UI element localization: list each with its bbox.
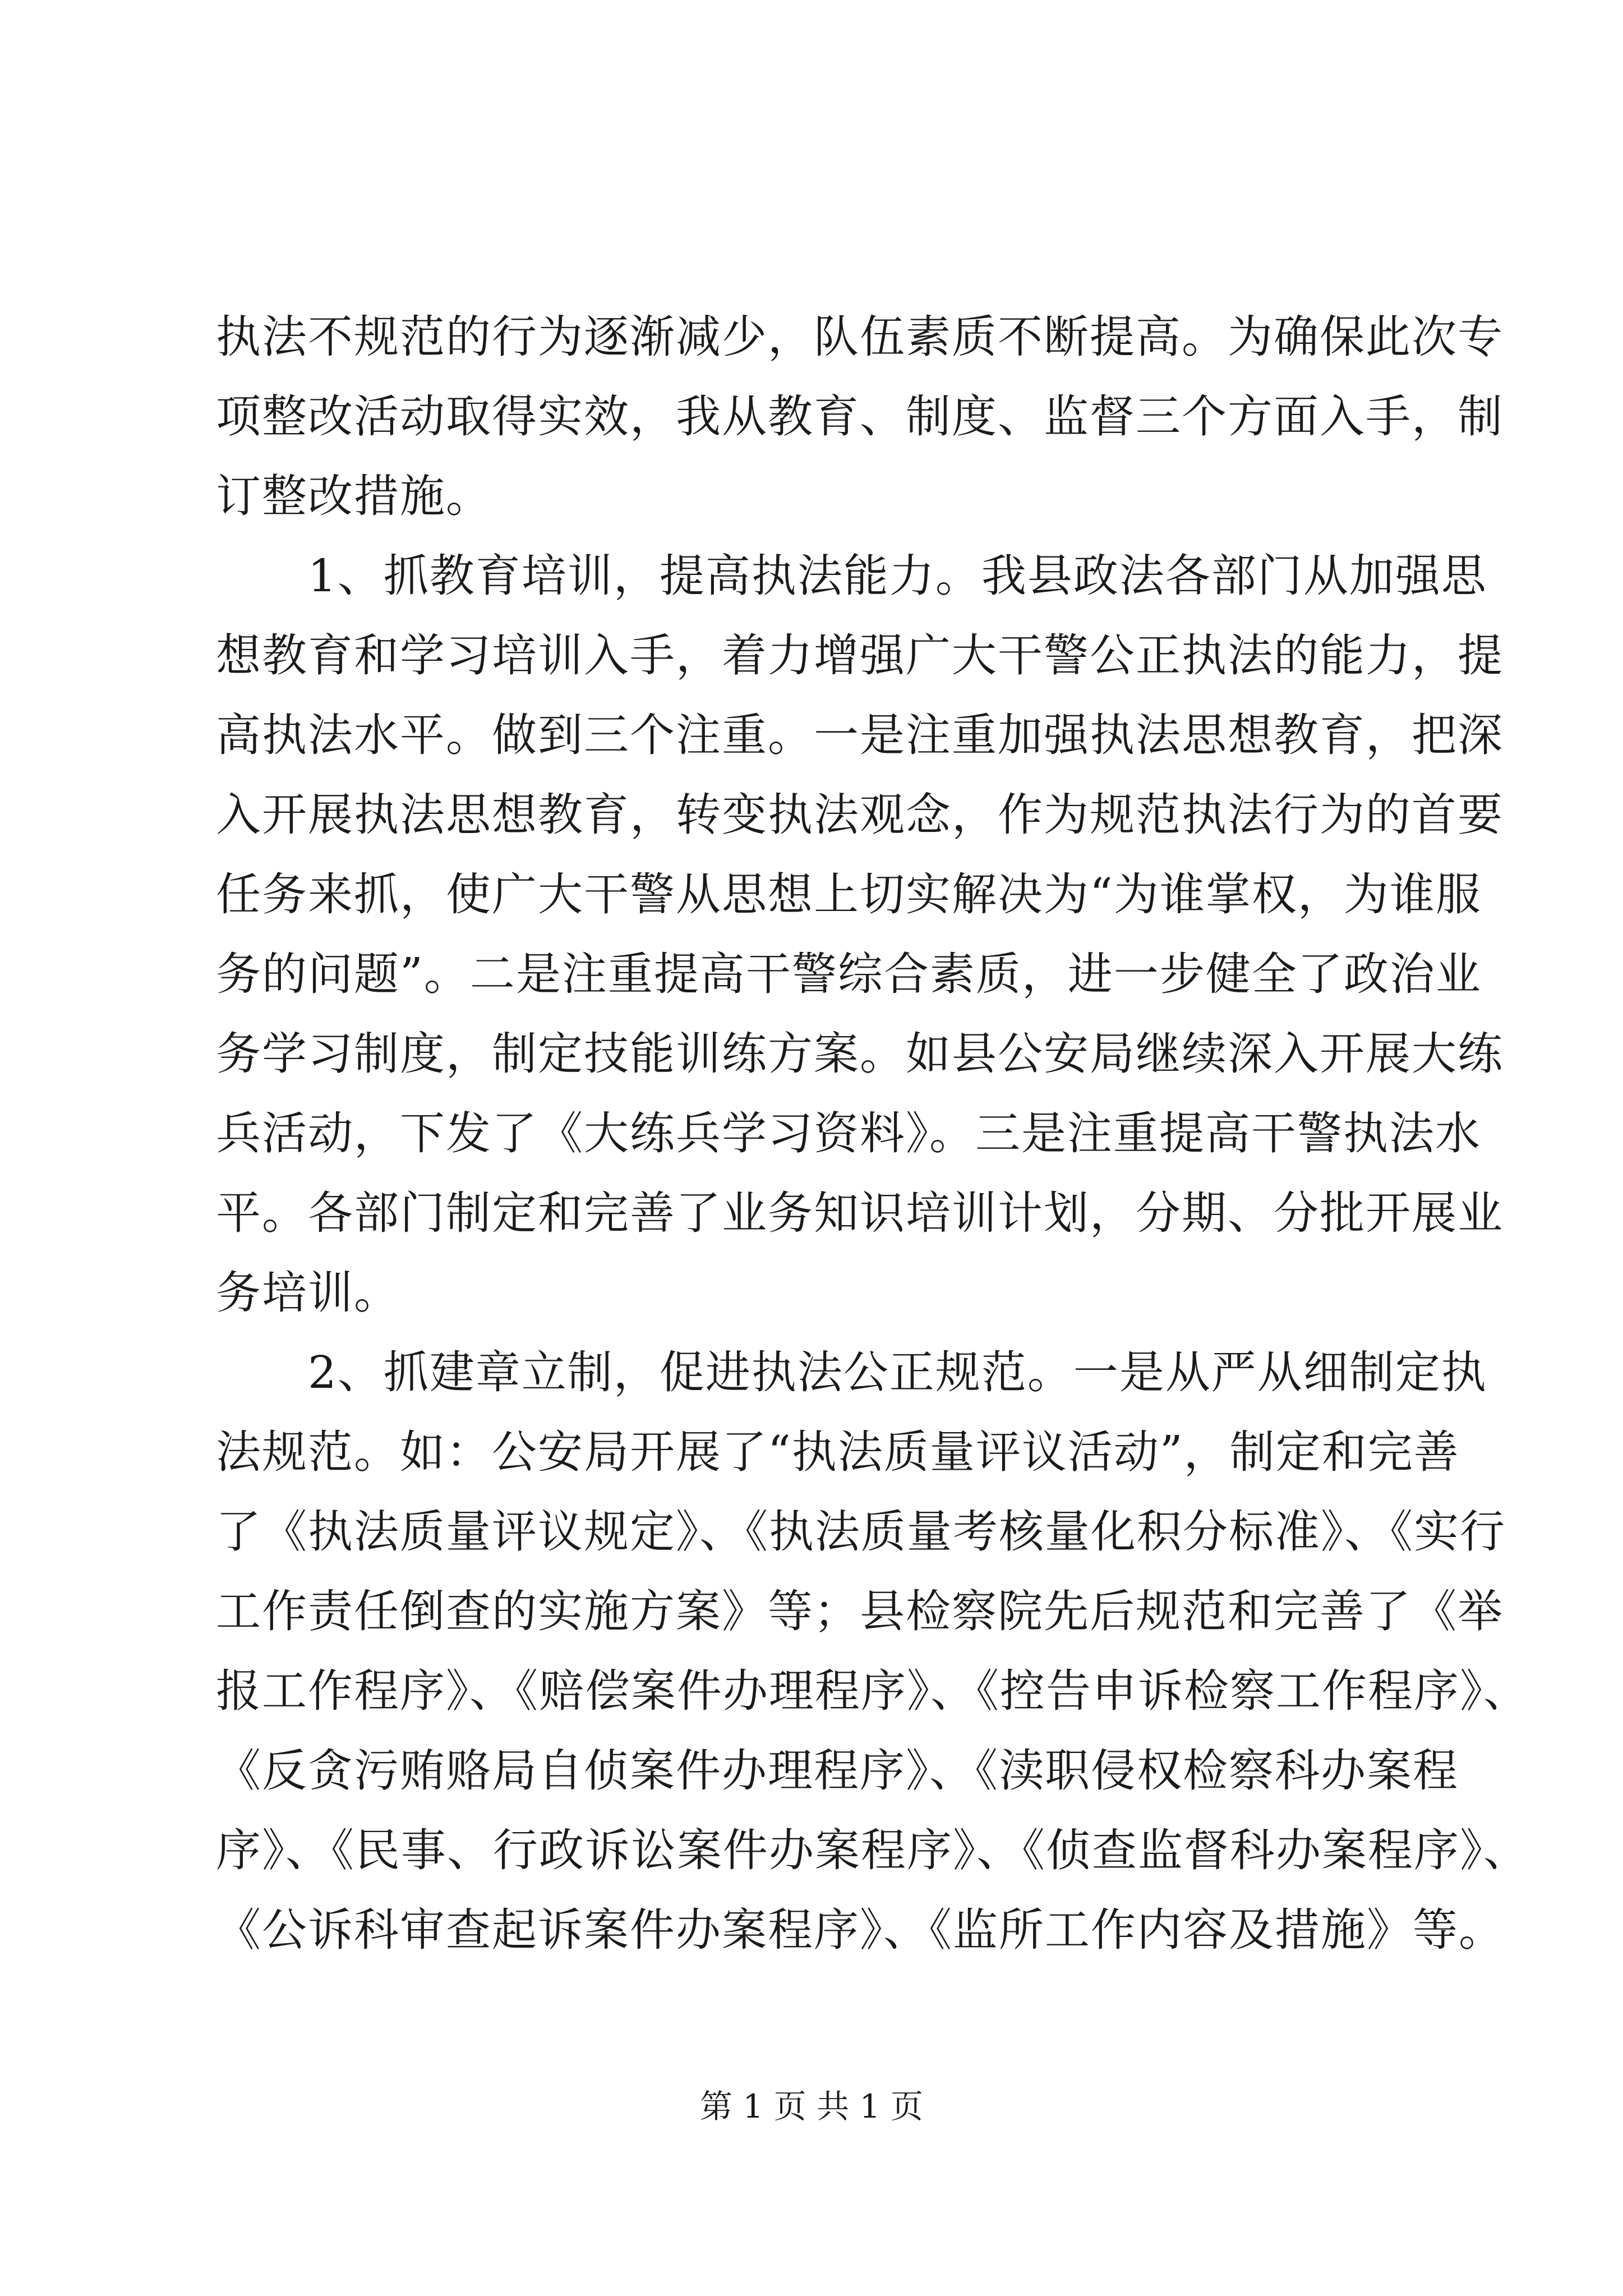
text-line: 任务来抓，使广大干警从思想上切实解决为“为谁掌权，为谁服 xyxy=(216,868,1482,921)
text-line: 务学习制度，制定技能训练方案。如县公安局继续深入开展大练 xyxy=(216,1028,1504,1080)
text-line: 平。各部门制定和完善了业务知识培训计划，分期、分批开展业 xyxy=(216,1187,1504,1239)
text-line: 务培训。 xyxy=(216,1267,400,1319)
text-line: 兵活动，下发了《大练兵学习资料》。三是注重提高干警执法水 xyxy=(216,1107,1481,1159)
text-line: 法规范。如：公安局开展了“执法质量评议活动”，制定和完善 xyxy=(216,1426,1460,1478)
text-line: 高执法水平。做到三个注重。一是注重加强执法思想教育，把深 xyxy=(216,709,1504,761)
text-line: 项整改活动取得实效，我从教育、制度、监督三个方面入手，制 xyxy=(216,390,1504,443)
text-line: 想教育和学习培训入手，着力增强广大干警公正执法的能力，提 xyxy=(216,629,1504,682)
text-line: 订整改措施。 xyxy=(216,470,492,522)
text-line: 执法不规范的行为逐渐减少，队伍素质不断提高。为确保此次专 xyxy=(216,311,1504,363)
text-line: 《反贪污贿赂局自侦案件办理程序》、《渎职侵权检察科办案程 xyxy=(216,1745,1459,1797)
text-line: 1、抓教育培训，提高执法能力。我县政法各部门从加强思 xyxy=(216,550,1487,602)
text-line: 了《执法质量评议规定》、《执法质量考核量化积分标准》、《实行 xyxy=(216,1506,1506,1558)
text-line: 务的问题”。二是注重提高干警综合素质，进一步健全了政治业 xyxy=(216,948,1482,1000)
text-line: 报工作程序》、《赔偿案件办理程序》、《控告申诉检察工作程序》、 xyxy=(216,1665,1529,1717)
text-line: 2、抓建章立制，促进执法公正规范。一是从严从细制定执 xyxy=(216,1346,1487,1398)
text-line: 工作责任倒查的实施方案》等；县检察院先后规范和完善了《举 xyxy=(216,1585,1504,1637)
page-number-footer: 第 1 页 共 1 页 xyxy=(700,2087,923,2125)
text-line: 序》、《民事、行政诉讼案件办案程序》、《侦查监督科办案程序》、 xyxy=(216,1824,1529,1876)
body-text xyxy=(216,297,1529,1970)
text-line: 入开展执法思想教育，转变执法观念，作为规范执法行为的首要 xyxy=(216,789,1504,841)
text-line: 《公诉科审查起诉案件办案程序》、《监所工作内容及措施》等。 xyxy=(216,1904,1505,1956)
